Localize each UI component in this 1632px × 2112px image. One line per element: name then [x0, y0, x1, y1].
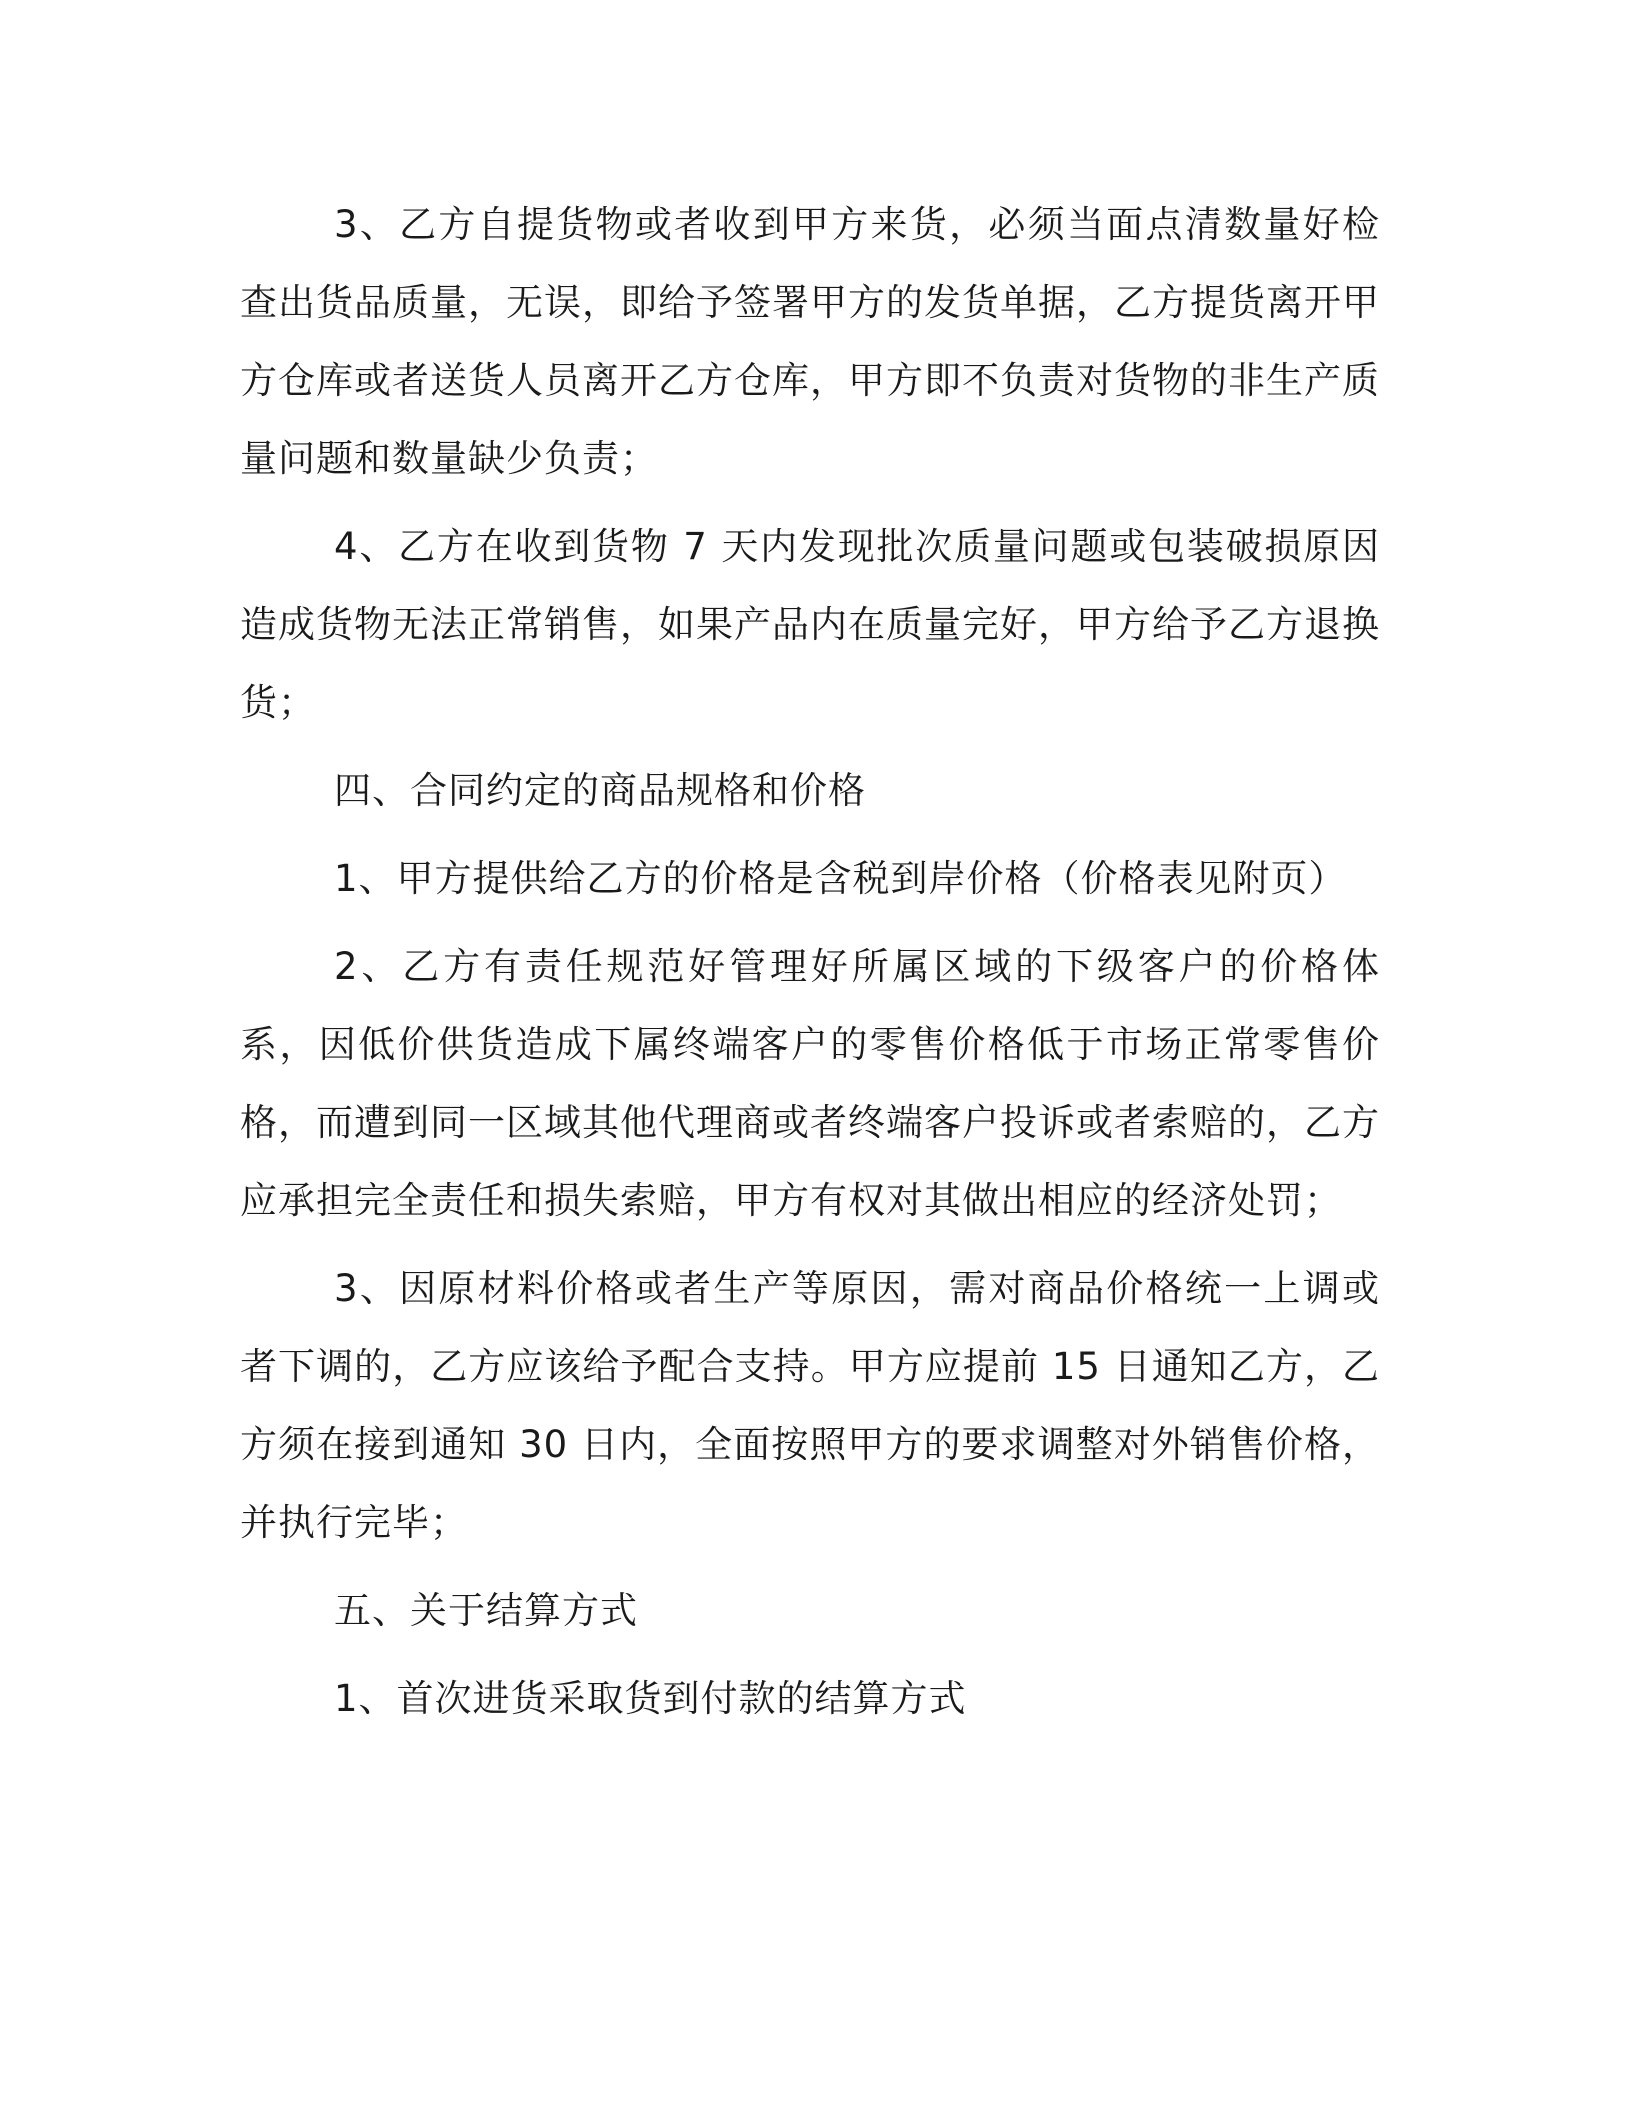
- clause-1-settlement: 1、首次进货采取货到付款的结算方式: [334, 1677, 967, 1720]
- section-heading-5: 五、关于结算方式: [334, 1589, 638, 1632]
- clause-2-price-system: 2、乙方有责任规范好管理好所属区域的下级客户的价格体系，因低价供货造成下属终端客户的零售价格低于市场正常零售价格，而遭到同一区域其他代理商或者终端客户投诉或者索赔的，乙方应承担完全责任和损失索赔，甲方有权对其做出相应的经济处罚；: [240, 945, 1380, 1222]
- clause-3-price-adjustment: 3、因原材料价格或者生产等原因，需对商品价格统一上调或者下调的，乙方应该给予配合支持。甲方应提前 15 日通知乙方，乙方须在接到通知 30 日内，全面按照甲方的要求调整对外销售价格，并执行完毕；: [240, 1267, 1380, 1544]
- clause-3-delivery-inspection: 3、乙方自提货物或者收到甲方来货，必须当面点清数量好检查出货品质量，无误，即给予签署甲方的发货单据，乙方提货离开甲方仓库或者送货人员离开乙方仓库，甲方即不负责对货物的非生产质量问题和数量缺少负责；: [240, 203, 1380, 480]
- clause-1-pricing: 1、甲方提供给乙方的价格是含税到岸价格（价格表见附页）: [334, 857, 1347, 900]
- section-heading-4: 四、合同约定的商品规格和价格: [334, 769, 866, 812]
- document-body: [240, 186, 1380, 1748]
- clause-4-return-exchange: 4、乙方在收到货物 7 天内发现批次质量问题或包装破损原因造成货物无法正常销售，如果产品内在质量完好，甲方给予乙方退换货；: [240, 525, 1380, 724]
